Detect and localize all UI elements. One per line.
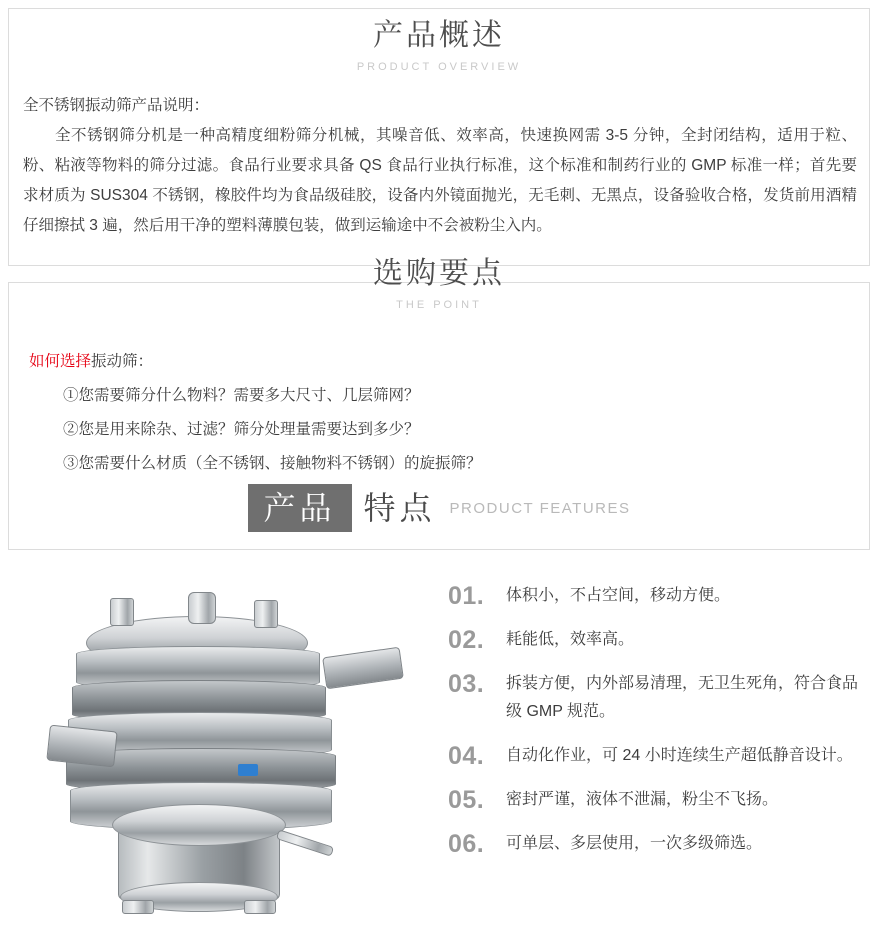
feature-number: 05. xyxy=(448,786,485,814)
feature-item xyxy=(448,626,866,654)
point-body xyxy=(29,345,849,481)
feature-list xyxy=(448,582,866,874)
features-banner-en-text: PRODUCT FEATURES xyxy=(449,499,631,517)
feature-text: 自动化作业，可 24 小时连续生产超低静音设计。 xyxy=(506,747,853,764)
point-title-cn: 选购要点 xyxy=(373,257,505,290)
feature-item xyxy=(448,582,866,610)
point-item-1: ①您需要筛分什么物料？需要多大尺寸、几层筛网？ xyxy=(63,387,420,404)
feature-text: 体积小，不占空间，移动方便。 xyxy=(506,587,731,604)
feature-number: 04. xyxy=(448,742,485,770)
feature-item xyxy=(448,786,866,814)
overview-lead-text: 全不锈钢振动筛产品说明： xyxy=(23,97,210,114)
overview-title-en: PRODUCT OVERVIEW xyxy=(356,61,522,73)
point-lead-highlight: 如何选择 xyxy=(29,353,92,370)
overview-title-cn: 产品概述 xyxy=(373,19,505,52)
feature-text: 耗能低，效率高。 xyxy=(506,631,635,648)
overview-heading xyxy=(9,17,869,73)
feature-number: 06. xyxy=(448,830,485,858)
machine-nozzle-left xyxy=(110,598,134,626)
machine-photo xyxy=(18,578,428,918)
machine-nozzle-center xyxy=(188,592,216,624)
feature-text: 拆装方便，内外部易清理，无卫生死角，符合食品级 GMP 规范。 xyxy=(506,675,859,720)
features-banner-cn-text: 特点 xyxy=(363,490,436,526)
feature-number: 03. xyxy=(448,670,485,698)
product-overview-section xyxy=(8,8,870,266)
point-item-2: ②您是用来除杂、过滤？筛分处理量需要达到多少？ xyxy=(63,421,420,438)
product-features-banner xyxy=(8,478,870,538)
feature-text: 可单层、多层使用，一次多级筛选。 xyxy=(506,835,763,852)
overview-paragraph: 全不锈钢筛分机是一种高精度细粉筛分机械，其噪音低、效率高，快速换网需 3-5 分钟，全封闭结构，适用于粒、粉、粘液等物料的筛分过滤。食品行业要求具备 QS 食品行业执行标准，这个标准和制药行业的 GMP 标准一样；首先要求材质为 SUS304 不锈钢，橡胶件均为食品级硅胶，设备内外镜面抛光，无毛刺、无黑点，设备验收合格，发货前用酒精仔细擦拭 3 遍，然后用干净的塑料薄膜包装，做到运输途中不会被粉尘入内。 xyxy=(23,127,857,234)
machine-foot-right xyxy=(244,900,276,914)
sieve-machine-illustration xyxy=(48,588,398,918)
overview-body xyxy=(23,91,857,241)
machine-blue-label xyxy=(238,764,258,776)
feature-item xyxy=(448,830,866,858)
features-banner-boxed-text: 产品 xyxy=(248,484,352,532)
machine-nozzle-right xyxy=(254,600,278,628)
point-lead xyxy=(29,345,849,379)
point-item-3: ③您需要什么材质（全不锈钢、接触物料不锈钢）的旋振筛？ xyxy=(63,455,482,472)
machine-power-cable xyxy=(276,829,334,856)
features-section xyxy=(0,560,878,929)
feature-number: 01. xyxy=(448,582,485,610)
feature-item xyxy=(448,742,866,770)
feature-text: 密封严谨，液体不泄漏，粉尘不飞扬。 xyxy=(506,791,779,808)
point-lead-rest: 振动筛： xyxy=(91,353,154,370)
machine-foot-left xyxy=(122,900,154,914)
machine-base-collar xyxy=(112,804,286,846)
point-heading xyxy=(9,255,869,311)
machine-discharge-arm-left xyxy=(46,725,117,768)
feature-item xyxy=(448,670,866,726)
feature-number: 02. xyxy=(448,626,485,654)
machine-discharge-arm-right xyxy=(322,647,404,690)
point-title-en: THE POINT xyxy=(396,299,482,311)
